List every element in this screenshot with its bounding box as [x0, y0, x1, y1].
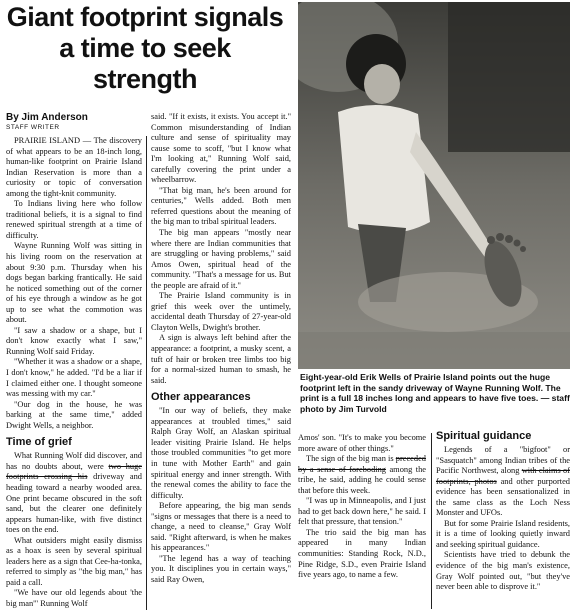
column-rule [431, 433, 432, 609]
paragraph [436, 445, 570, 519]
subhead-time-of-grief: Time of grief [6, 436, 72, 449]
column-rule [146, 136, 147, 610]
byline [6, 112, 146, 131]
text-run: among the tribe, he said, adding he could sense that before this week. [298, 464, 426, 495]
article-column-3 [298, 433, 426, 611]
struck-text: with claims of footprints, photos [436, 466, 570, 486]
struck-text: two huge footprints crossing his [6, 461, 142, 482]
paragraph: A sign is always left behind after the appearance: a footprint, a musky scent, a tuft of hair or broken tree limbs too big for a normal-sized human to smash, he said. [151, 333, 291, 385]
article-column-2 [151, 112, 291, 612]
paragraph: The Prairie Island community is in grief this week over the untimely, accidental death Thursday of 27-year-old Clayton Wells, Dwight's brother. [151, 291, 291, 332]
paragraph: "The legend has a way of teaching you. It disciplines you in certain ways," said Ray Owen, [151, 553, 291, 584]
struck-text: preceded by a sense of foreboding [298, 454, 426, 474]
photo-caption: Eight-year-old Erik Wells of Prairie Island points out the huge footprint left in the sandy driveway of Wayne Running Wolf. The print is a full 18 inches long and appears to have five toes. — staff photo by Jim Turvold [300, 372, 570, 414]
paragraph: "Our dog in the house, he was barking at the same time," added Dwight Wells, a neighbor. [6, 399, 142, 430]
paragraph: "We have our old legends about 'the big man'" Running Wolf [6, 588, 142, 608]
paragraph: "In our way of beliefs, they make appearances at troubled times," said Ralph Gray Wolf, an Alaskan spiritual leader visiting Prairie Island. He helps those troubled communities "to get more in tune with Mother Earth" and gain spiritual energy and inner strength. With the renewal comes the ability to face the difficulty. [151, 406, 291, 500]
text-run: The sign of the big man is [306, 454, 394, 464]
text-run: What Running Wolf did discover, and has no doubts about, were [6, 451, 142, 471]
headline: Giant footprint signals a time to seek strength [6, 2, 284, 94]
paragraph: Before appearing, the big man sends "signs or messages that there is a need to change, a need to cleanse," Gray Wolf said. "Right afterward, is when he makes his appearances." [151, 501, 291, 553]
paragraph: PRAIRIE ISLAND — The discovery of what appears to be an 18-inch long, human-like footprint on Prairie Island Indian Reservation is more than a curiosity or topic of conversation among the tight-knit community. [6, 136, 142, 198]
paragraph [6, 451, 142, 535]
text-run: and other purported evidence has been sensationalized in the same class as the Loch Ness Monster and UFOs. [436, 476, 570, 518]
byline-role: STAFF WRITER [6, 124, 60, 131]
paragraph: "That big man, he's been around for centuries," Wells added. Both men referred questions about the meaning of the big man to tribal spiritual leaders. [151, 185, 291, 227]
paragraph: Wayne Running Wolf was sitting in his living room on the reservation at about 9:30 p.m. Thursday when his dogs began barking frantically. He said he noticed something out of the corner of his eye through a window as he got up to see what the commotion was about. [6, 241, 142, 325]
paragraph: To Indians living here who follow traditional beliefs, it is a signal to find renewed spiritual strength at a time of difficulty. [6, 199, 142, 240]
paragraph [298, 454, 426, 496]
paragraph: "Whether it was a shadow or a shape, I don't know," he added. "I'd be a liar if I claimed either one. I thought someone was messing with my car." [6, 357, 142, 399]
paragraph: Scientists have tried to debunk the evidence of the big man's existence, Gray Wolf pointed out, "but they've never been able to disprove it." [436, 550, 570, 592]
paragraph: The trio said the big man has appeared in many Indian communities: Standing Rock, N.D., Pine Ridge, S.D., even Prairie Island five years ago, to name a few. [298, 527, 426, 580]
article-column-1 [6, 136, 142, 612]
text-run: Legends of a "bigfoot" or "Sasquatch" among Indian tribes of the Pacific Northwest, along [436, 445, 570, 476]
paragraph: "I saw a shadow or a shape, but I don't know exactly what I saw," Running Wolf said Friday. [6, 325, 142, 356]
footprint-photo [298, 2, 570, 369]
paragraph: But for some Prairie Island residents, it is a time of looking quietly inward and seeking spiritual guidance. [436, 518, 570, 549]
paragraph: Amos' son. "It's to make you become more aware of other things." [298, 433, 426, 453]
subhead-other-appearances: Other appearances [151, 391, 251, 404]
byline-author: By Jim Anderson [6, 112, 88, 123]
paragraph: "I was up in Minneapolis, and I just had to get back down here," he said. I felt that pressure, that tension." [298, 496, 426, 527]
photo-illustration [298, 2, 570, 369]
article-column-4 [436, 430, 570, 610]
subhead-spiritual-guidance: Spiritual guidance [436, 430, 532, 442]
paragraph: said. "If it exists, it exists. You accept it." Common misunderstanding of Indian culture and sense of spirituality may cause some to scoff, "but I know what I'm looking at," Running Wolf said, carefully covering the print under a wheelbarrow. [151, 112, 291, 185]
paragraph: What outsiders might easily dismiss as a hoax is seen by several spiritual leaders here as a sign that Cee-ha-tonka, referred to simply as "the big man," has paid a call. [6, 535, 142, 587]
paragraph: The big man appears "mostly near where there are Indian communities that are struggling or having problems," said Amos Owen, spiritual head of the community. "That's a message for us. But the people are afraid of it." [151, 228, 291, 290]
text-run: driveway and heading toward a nearby wooded area. One print became obscured in the soft sand, but the clearer one definitely appears human-like, with five distinct toes on the end. [6, 472, 142, 535]
